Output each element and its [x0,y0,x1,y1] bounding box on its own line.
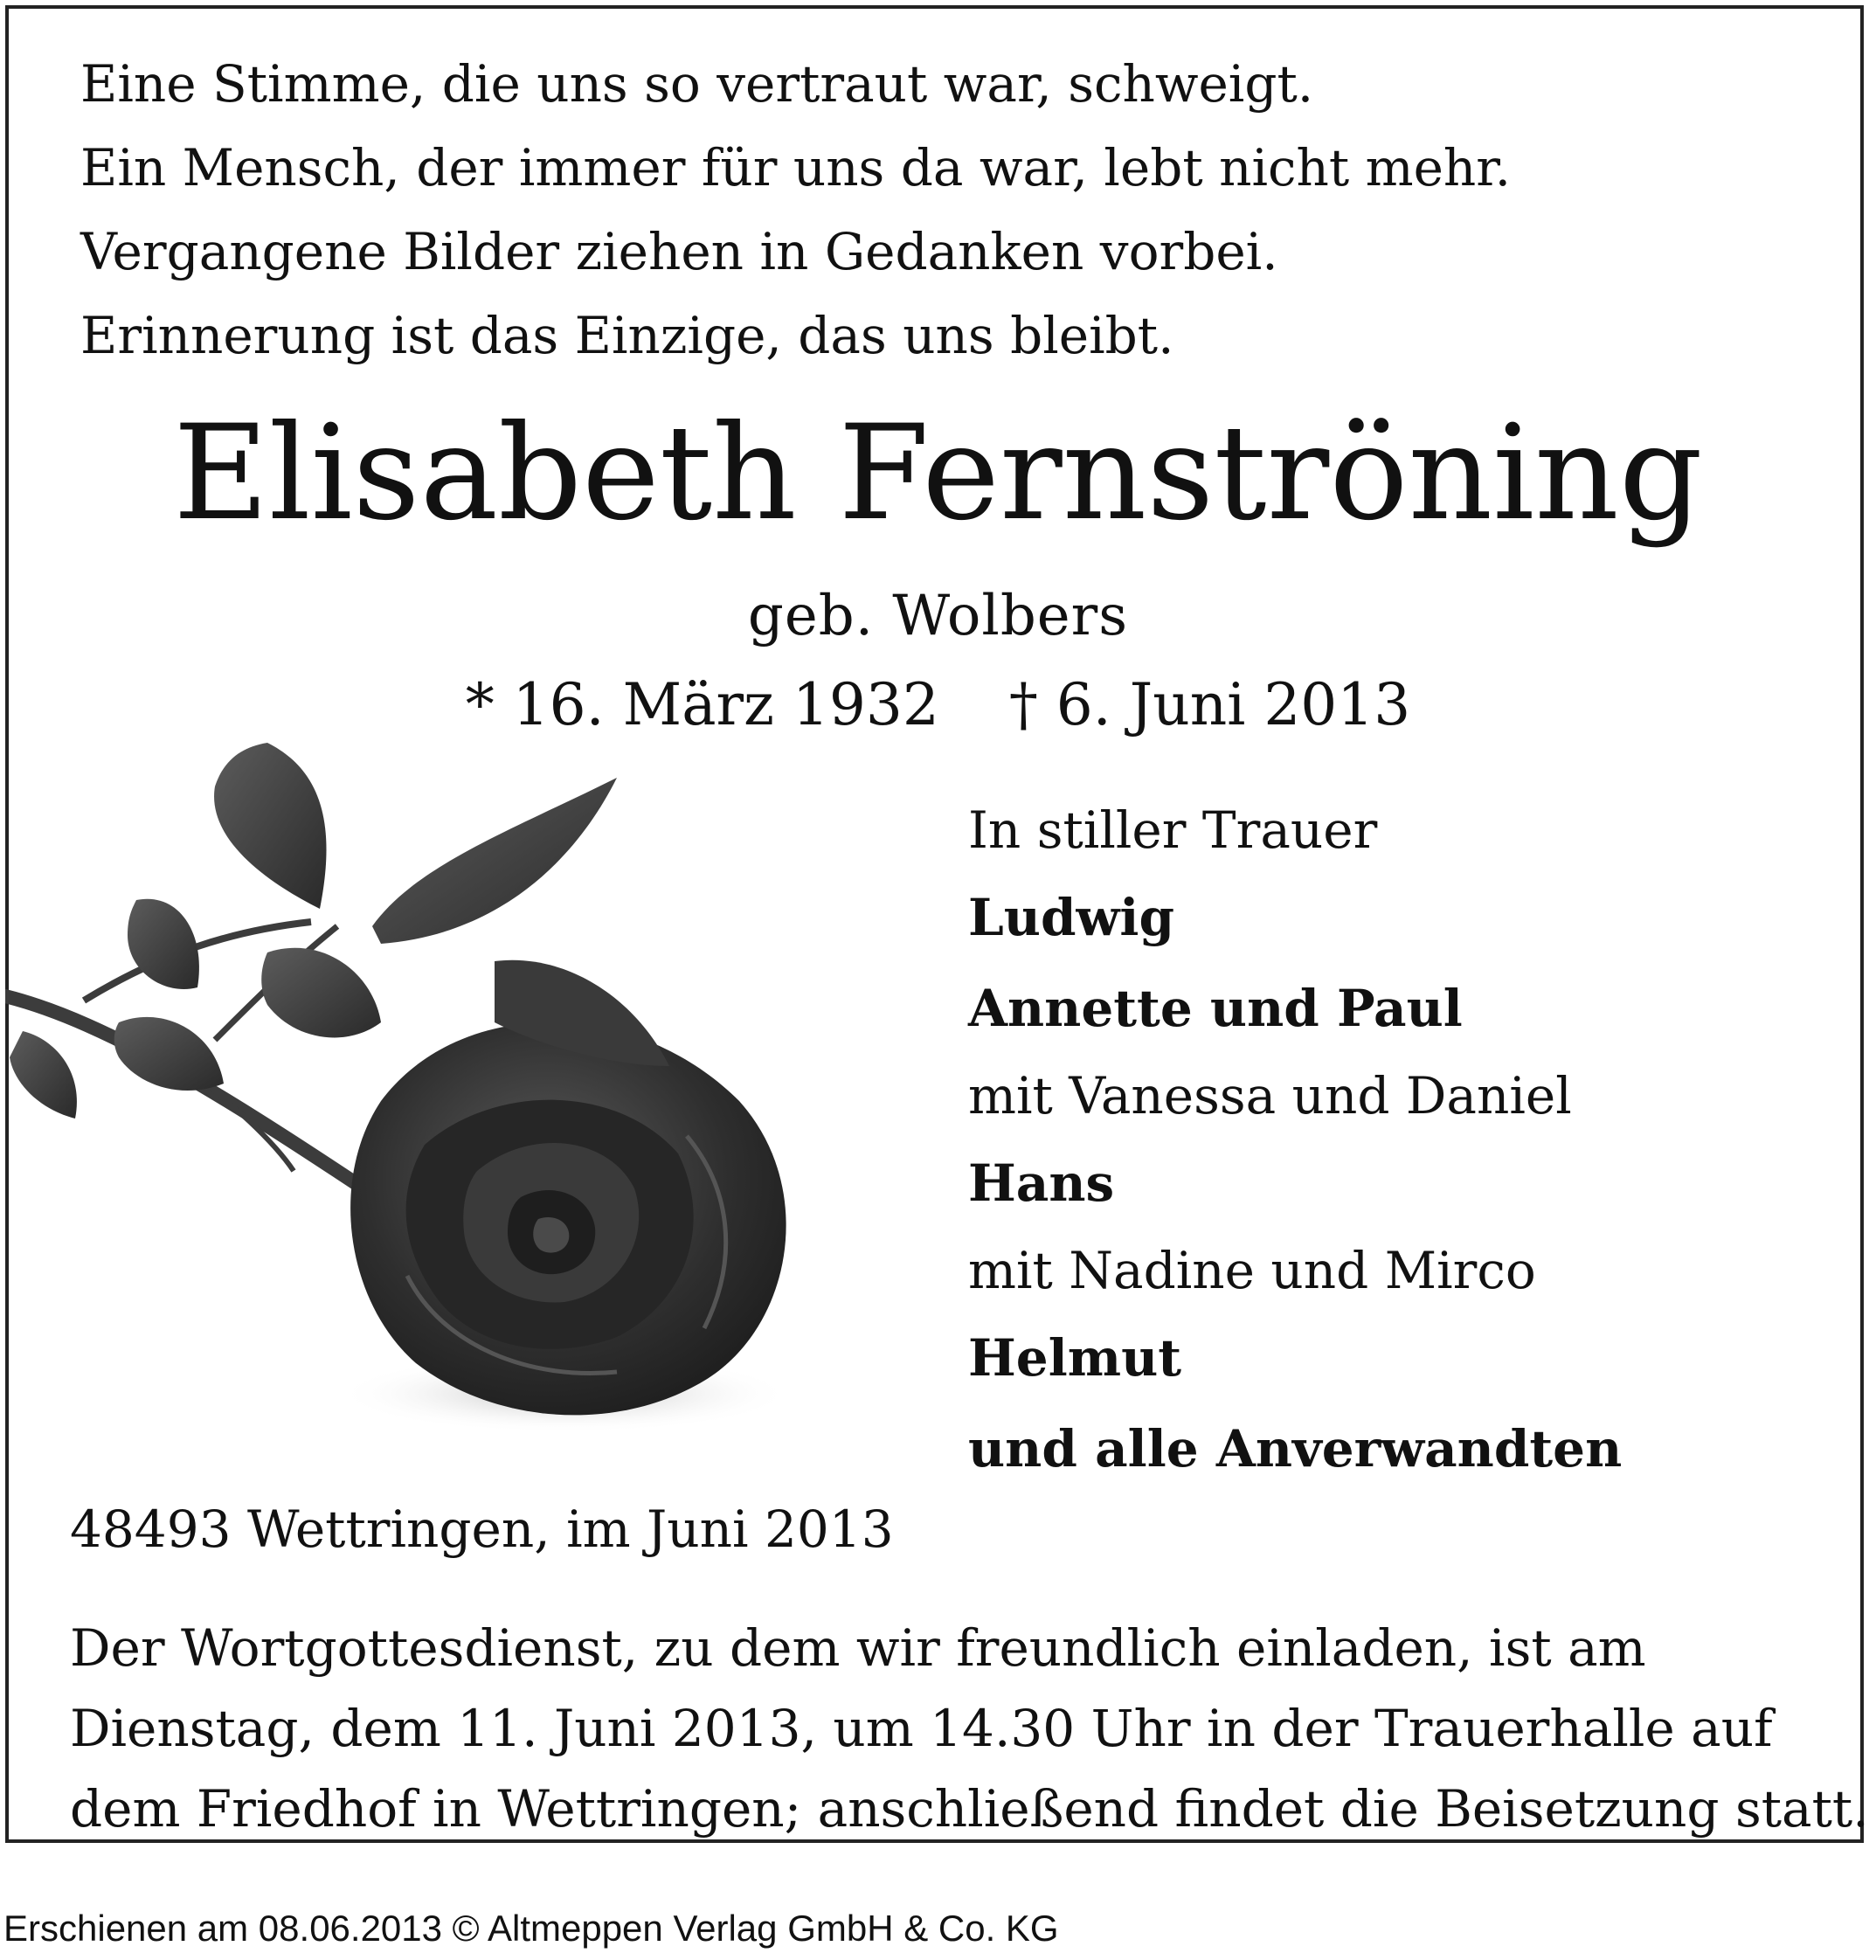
service-line: Der Wortgottesdienst, zu dem wir freundlich einladen, ist am [70,1618,1646,1678]
poem-line: Ein Mensch, der immer für uns da war, lebt nicht mehr. [80,138,1512,197]
mourners-intro: In stiller Trauer [968,800,1378,860]
mourner-name: Hans [968,1153,1115,1213]
publication-footer: Erschienen am 08.06.2013 © Altmeppen Verlag GmbH & Co. KG [3,1908,1059,1949]
mourner-name: Annette und Paul [968,979,1463,1038]
mourner-name: Helmut [968,1328,1182,1388]
mourner-family: mit Vanessa und Daniel [968,1066,1572,1125]
mourner-family: mit Nadine und Mirco [968,1241,1536,1300]
poem-line: Eine Stimme, die uns so vertraut war, schweigt. [80,54,1314,114]
service-line: dem Friedhof in Wettringen; anschließend findet die Beisetzung statt. [70,1779,1869,1839]
mourner-name: Ludwig [968,888,1175,947]
death-date: † 6. Juni 2013 [1008,671,1411,738]
place-date: 48493 Wettringen, im Juni 2013 [70,1499,894,1559]
service-info [70,1608,1869,1849]
poem-line: Vergangene Bilder ziehen in Gedanken vorbei. [80,222,1278,281]
life-dates [0,668,1876,742]
mourner-name: und alle Anverwandten [968,1419,1623,1479]
birth-date: * 16. März 1932 [465,671,939,738]
service-line: Dienstag, dem 11. Juni 2013, um 14.30 Uhr in der Trauerhalle auf [70,1699,1773,1758]
deceased-name: Elisabeth Fernströning [173,398,1703,550]
mourners-list [968,788,1622,1494]
poem-line: Erinnerung ist das Einzige, das uns bleibt. [80,306,1174,365]
poem [80,42,1511,377]
birth-name: geb. Wolbers [747,584,1129,648]
rose-illustration [5,734,827,1451]
